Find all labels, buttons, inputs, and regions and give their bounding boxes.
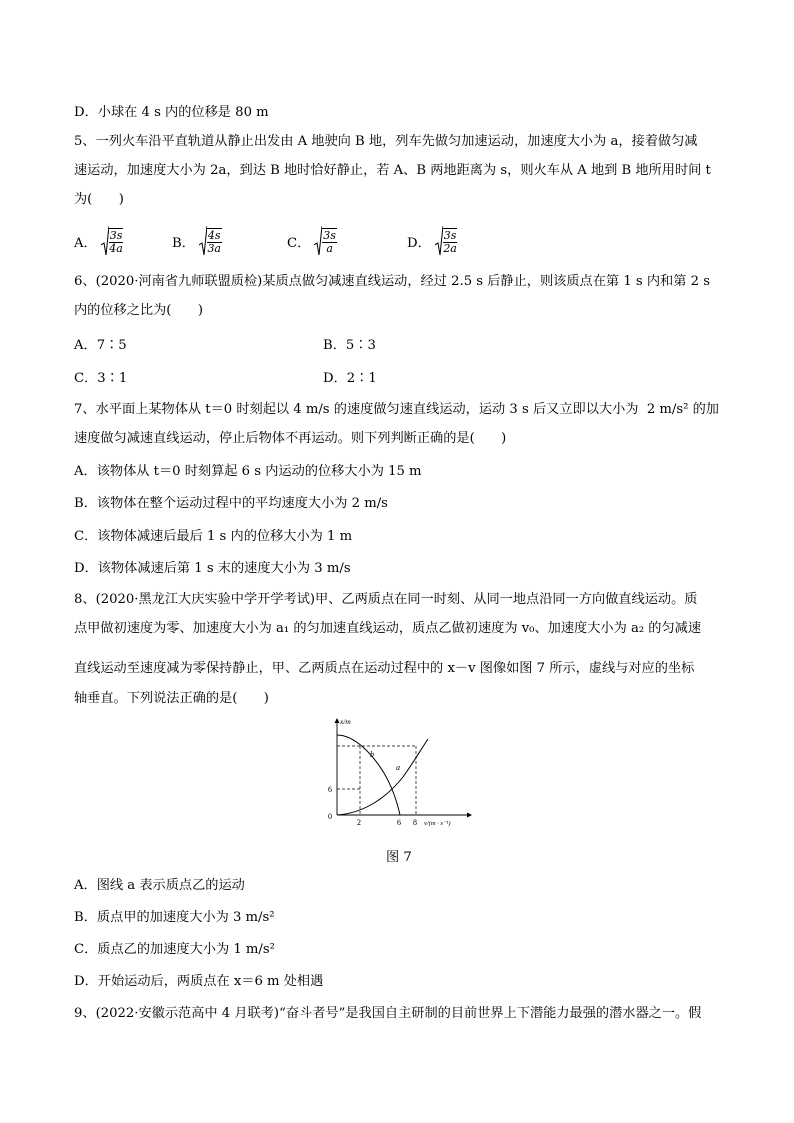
q6-line-1: 6、(2020·河南省九师联盟质检)某质点做匀减速直线运动，经过 2.5 s 后静止，则该质点在第 1 s 内和第 2 s — [74, 274, 710, 289]
q6-line-2: 内的位移之比为( ) — [74, 303, 203, 318]
x-tick-2: 2 — [357, 818, 361, 827]
q8-option-a: A．图线 a 表示质点乙的运动 — [74, 878, 245, 893]
q5-option-c: C． $\frac{3s}{a}$ — [287, 225, 337, 257]
q8-line-3: 直线运动至速度减为零保持静止，甲、乙两质点在运动过程中的 x－v 图像如图 7 所示，虚线与对应的坐标 — [74, 661, 695, 676]
curve-a-label: a — [396, 763, 400, 772]
x-tick-8: 8 — [413, 818, 417, 827]
curve-b — [337, 735, 400, 815]
q6-option-a: A．7∶5 — [74, 338, 127, 353]
q9-line-1: 9、(2022·安徽示范高中 4 月联考)“奋斗者号”是我国自主研制的目前世界上下潜能力最强的潜水器之一。假 — [74, 1006, 702, 1021]
figure-caption: 图 7 — [386, 850, 412, 865]
q6-option-b: B．5∶3 — [323, 338, 376, 353]
q5-line-1: 5、一列火车沿平直轨道从静止出发由 A 地驶向 B 地，列车先做匀加速运动，加速度大小为 a，接着做匀减 — [74, 134, 698, 149]
origin-label: 0 — [328, 812, 332, 821]
q8-line-2: 点甲做初速度为零、加速度大小为 a₁ 的匀加速直线运动，质点乙做初速度为 v₀、加速度大小为 a₂ 的匀减速 — [74, 621, 702, 636]
curve-a — [337, 739, 428, 815]
x-axis-arrow — [467, 813, 472, 818]
sqrt-symbol: $\frac{3s}{4a}$ — [101, 225, 124, 257]
x-axis-label: v/(m · s⁻¹) — [424, 820, 451, 827]
q8-option-c: C．质点乙的加速度大小为 1 m/s² — [74, 942, 275, 957]
q7-option-b: B．该物体在整个运动过程中的平均速度大小为 2 m/s — [74, 496, 388, 511]
q6-option-d: D．2∶1 — [323, 371, 377, 386]
q5-line-3: 为( ) — [74, 192, 124, 207]
y-tick-6: 6 — [328, 785, 332, 794]
q7-line-2: 速度做匀减速直线运动，停止后物体不再运动。则下列判断正确的是( ) — [74, 431, 507, 446]
sqrt-symbol: $\frac{4s}{3a}$ — [199, 225, 222, 257]
x-v-graph — [325, 715, 475, 830]
q6-option-c: C．3∶1 — [74, 371, 128, 386]
q5-line-2: 速运动，加速度大小为 2a，到达 B 地时恰好静止，若 A、B 两地距离为 s，则火车从 A 地到 B 地所用时间 t — [74, 163, 711, 178]
y-axis-arrow — [335, 718, 340, 723]
q8-option-d: D．开始运动后，两质点在 x＝6 m 处相遇 — [74, 974, 324, 989]
y-axis-label: x/m — [340, 717, 351, 726]
q8-line-4: 轴垂直。下列说法正确的是( ) — [74, 691, 269, 706]
q7-line-1: 7、水平面上某物体从 t＝0 时刻起以 4 m/s 的速度做匀速直线运动，运动 3 s 后又立即以大小为 2 m/s² 的加 — [74, 402, 719, 417]
q8-line-1: 8、(2020·黑龙江大庆实验中学开学考试)甲、乙两质点在同一时刻、从同一地点沿同一方向做直线运动。质 — [74, 592, 698, 607]
q4-option-d: D．小球在 4 s 内的位移是 80 m — [74, 105, 269, 120]
curve-b-label: b — [370, 750, 374, 759]
q7-option-d: D．该物体减速后第 1 s 末的速度大小为 3 m/s — [74, 561, 351, 576]
q5-option-d: D． $\frac{3s}{2a}$ — [407, 225, 457, 257]
q7-option-a: A．该物体从 t＝0 时刻算起 6 s 内运动的位移大小为 15 m — [74, 464, 422, 479]
q5-option-a: A． $\frac{3s}{4a}$ — [74, 225, 123, 257]
x-tick-6: 6 — [397, 818, 401, 827]
q8-option-b: B．质点甲的加速度大小为 3 m/s² — [74, 910, 275, 925]
sqrt-symbol: $\frac{3s}{2a}$ — [435, 225, 458, 257]
sqrt-symbol: $\frac{3s}{a}$ — [314, 225, 337, 257]
q7-option-c: C．该物体减速后最后 1 s 内的位移大小为 1 m — [74, 529, 353, 544]
q5-option-b: B． $\frac{4s}{3a}$ — [172, 225, 222, 257]
